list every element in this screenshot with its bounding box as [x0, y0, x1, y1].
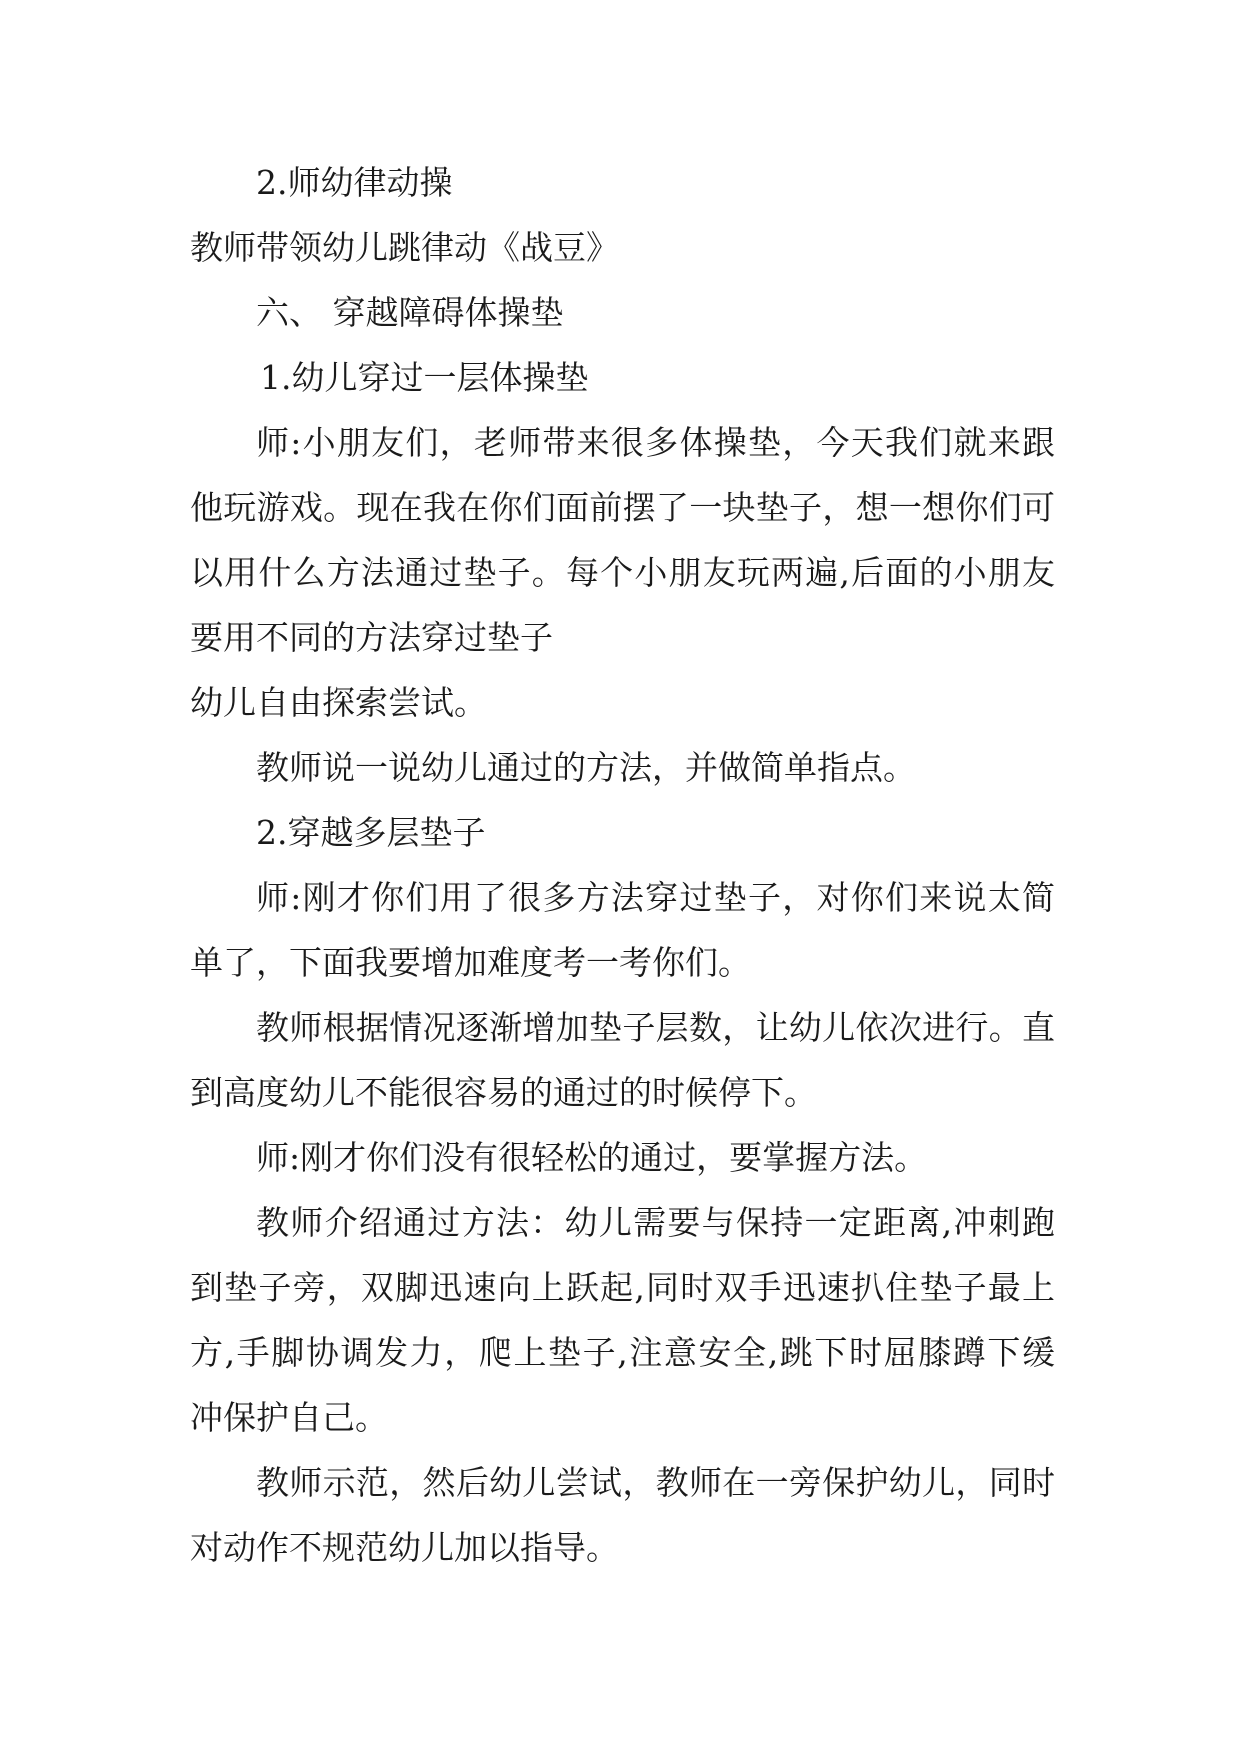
- paragraph-line: 幼儿自由探索尝试。: [190, 683, 487, 722]
- paragraph-line: 要用不同的方法穿过垫子: [190, 618, 553, 657]
- paragraph-line: 教师介绍通过方法：幼儿需要与保持一定距离,冲刺跑: [256, 1203, 1055, 1242]
- section-heading: 2.师幼律动操: [256, 163, 453, 202]
- paragraph-line: 单了，下面我要增加难度考一考你们。: [190, 943, 751, 982]
- paragraph-line: 师:小朋友们，老师带来很多体操垫，今天我们就来跟: [256, 423, 1055, 462]
- paragraph-line: 以用什么方法通过垫子。每个小朋友玩两遍,后面的小朋友: [190, 553, 1055, 592]
- paragraph-line: 他玩游戏。现在我在你们面前摆了一块垫子，想一想你们可: [190, 488, 1055, 527]
- paragraph-line: 师:刚才你们没有很轻松的通过，要掌握方法。: [256, 1138, 928, 1177]
- paragraph-line: 到高度幼儿不能很容易的通过的时候停下。: [190, 1073, 817, 1112]
- paragraph-line: 对动作不规范幼儿加以指导。: [190, 1528, 619, 1567]
- paragraph-line: 到垫子旁，双脚迅速向上跃起,同时双手迅速扒住垫子最上: [190, 1268, 1055, 1307]
- section-heading: 六、 穿越障碍体操垫: [256, 293, 564, 332]
- paragraph-line: 教师根据情况逐渐增加垫子层数，让幼儿依次进行。直: [256, 1008, 1055, 1047]
- paragraph-line: 教师示范，然后幼儿尝试，教师在一旁保护幼儿，同时: [256, 1463, 1055, 1502]
- paragraph-line: 冲保护自己。: [190, 1398, 388, 1437]
- paragraph-line: 师:刚才你们用了很多方法穿过垫子，对你们来说太简: [256, 878, 1055, 917]
- paragraph-line: 方,手脚协调发力，爬上垫子,注意安全,跳下时屈膝蹲下缓: [190, 1333, 1055, 1372]
- section-heading: 2.穿越多层垫子: [256, 813, 486, 852]
- section-heading: 1.幼儿穿过一层体操垫: [260, 358, 589, 397]
- paragraph-line: 教师带领幼儿跳律动《战豆》: [190, 228, 619, 267]
- document-body: [190, 150, 1055, 1580]
- paragraph-line: 教师说一说幼儿通过的方法，并做简单指点。: [256, 748, 916, 787]
